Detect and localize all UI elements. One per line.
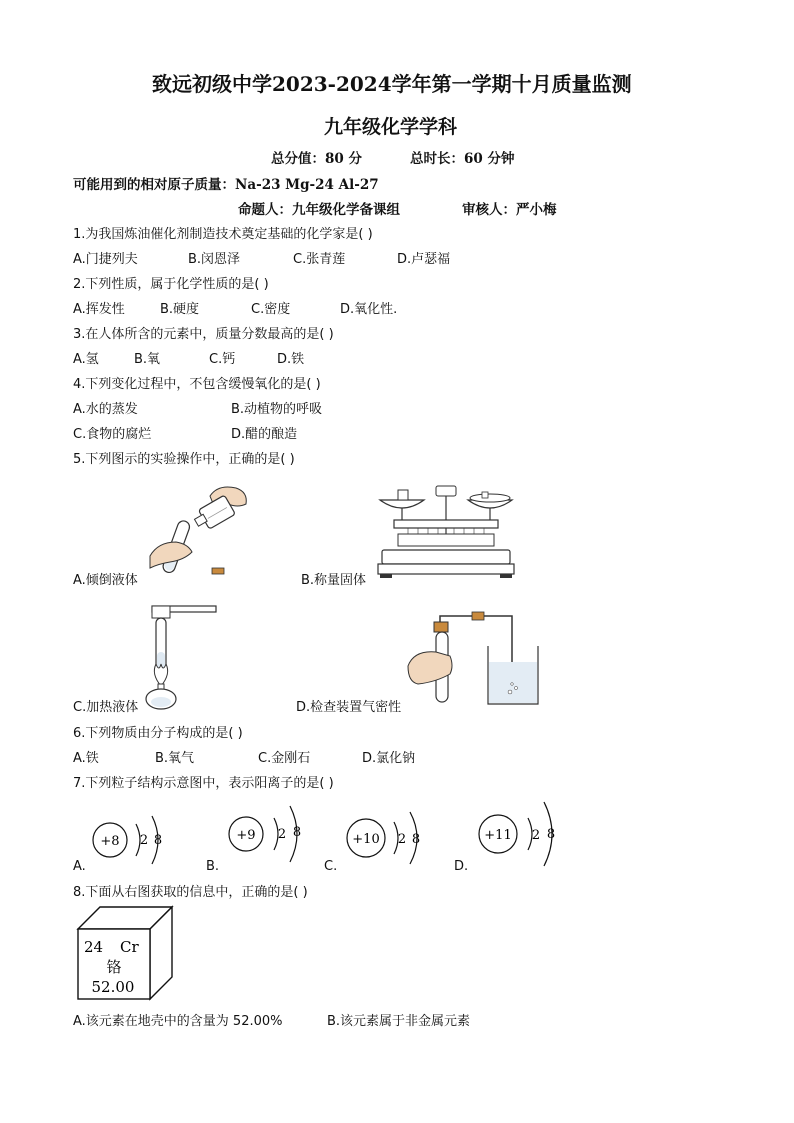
q1-option-d: D.卢瑟福: [397, 252, 451, 267]
shell-1-count: 2: [139, 833, 149, 848]
shell-1-count: 2: [531, 828, 541, 843]
total-time: 总时长：60 分钟: [410, 151, 515, 167]
q3-option-b: B.氧: [134, 352, 161, 367]
q6-option-b: B.氧气: [155, 751, 195, 766]
shell-2-count: 8: [546, 827, 556, 842]
q1-option-b: B.闵恩泽: [188, 252, 241, 267]
element-symbol: Cr: [120, 938, 139, 956]
shell-2-count: 8: [292, 825, 302, 840]
q5-stem: 5.下列图示的实验操作中，正确的是( ): [73, 452, 295, 467]
q5-option-d: D.检查装置气密性: [296, 700, 402, 715]
exam-title: 致远初级中学2023-2024学年第一学期十月质量监测: [152, 72, 632, 96]
q6-option-d: D.氯化钠: [362, 751, 416, 766]
q2-stem: 2.下列性质，属于化学性质的是( ): [73, 277, 269, 292]
q6-stem: 6.下列物质由分子构成的是( ): [73, 726, 243, 741]
q3-option-a: A.氢: [73, 352, 99, 367]
atomic-number: 24: [84, 938, 104, 956]
reviewer: 审核人：严小梅: [462, 202, 557, 218]
heating-liquid-illustration: [146, 604, 216, 712]
q4-stem: 4.下列变化过程中，不包含缓慢氧化的是( ): [73, 377, 321, 392]
q5-option-b: B.称量固体: [301, 573, 367, 588]
q2-option-d: D.氧化性.: [340, 302, 398, 317]
total-score: 总分值：80 分: [271, 151, 362, 167]
q4-option-b: B.动植物的呼吸: [231, 402, 323, 417]
shell-1-count: 2: [397, 832, 407, 847]
q7-stem: 7.下列粒子结构示意图中，表示阳离子的是( ): [73, 776, 334, 791]
q6-option-a: A.铁: [73, 751, 99, 766]
q2-option-c: C.密度: [251, 302, 291, 317]
q8-option-b: B.该元素属于非金属元素: [327, 1014, 471, 1029]
q6-option-c: C.金刚石: [258, 751, 311, 766]
q4-option-a: A.水的蒸发: [73, 402, 138, 417]
q2-option-b: B.硬度: [160, 302, 200, 317]
ion-diagram-d: [478, 798, 568, 868]
shell-1-count: 2: [277, 827, 287, 842]
q8-stem: 8.下面从右图获取的信息中，正确的是( ): [73, 885, 308, 900]
nucleus-charge: +9: [236, 828, 256, 843]
shell-2-count: 8: [411, 832, 421, 847]
q3-option-d: D.铁: [277, 352, 305, 367]
q4-option-c: C.食物的腐烂: [73, 427, 152, 442]
airtightness-check-illustration: [406, 612, 542, 708]
q3-stem: 3.在人体所含的元素中，质量分数最高的是( ): [73, 327, 334, 342]
atomic-mass-note: 可能用到的相对原子质量：Na-23 Mg-24 Al-27: [73, 177, 379, 193]
q5-option-c: C.加热液体: [73, 700, 139, 715]
nucleus-charge: +10: [352, 832, 380, 847]
balance-scale-illustration: [378, 482, 514, 580]
element-cell-chromium: [76, 905, 174, 1001]
q5-option-a: A.倾倒液体: [73, 573, 138, 588]
q8-option-a: A.该元素在地壳中的含量为 52.00%: [73, 1014, 283, 1029]
q2-option-a: A.挥发性: [73, 302, 125, 317]
ion-diagram-b: [228, 800, 312, 866]
q7-option-c: C.: [324, 859, 338, 874]
shell-2-count: 8: [153, 833, 163, 848]
subject-title: 九年级化学学科: [324, 116, 458, 138]
q1-option-c: C.张青莲: [293, 252, 346, 267]
atomic-mass: 52.00: [91, 978, 135, 996]
q1-option-a: A.门捷列夫: [73, 252, 138, 267]
q3-option-c: C.钙: [209, 352, 236, 367]
ion-diagram-a: [92, 808, 172, 868]
q4-option-d: D.醋的酿造: [231, 427, 298, 442]
nucleus-charge: +11: [484, 828, 512, 843]
element-name: 铬: [106, 958, 122, 976]
nucleus-charge: +8: [100, 834, 120, 849]
q7-option-b: B.: [206, 859, 220, 874]
q7-option-a: A.: [73, 859, 86, 874]
pouring-liquid-illustration: [148, 482, 258, 582]
q7-option-d: D.: [454, 859, 469, 874]
ion-diagram-c: [346, 806, 430, 872]
setter: 命题人：九年级化学备课组: [238, 202, 400, 218]
q1-stem: 1.为我国炼油催化剂制造技术奠定基础的化学家是( ): [73, 227, 373, 242]
